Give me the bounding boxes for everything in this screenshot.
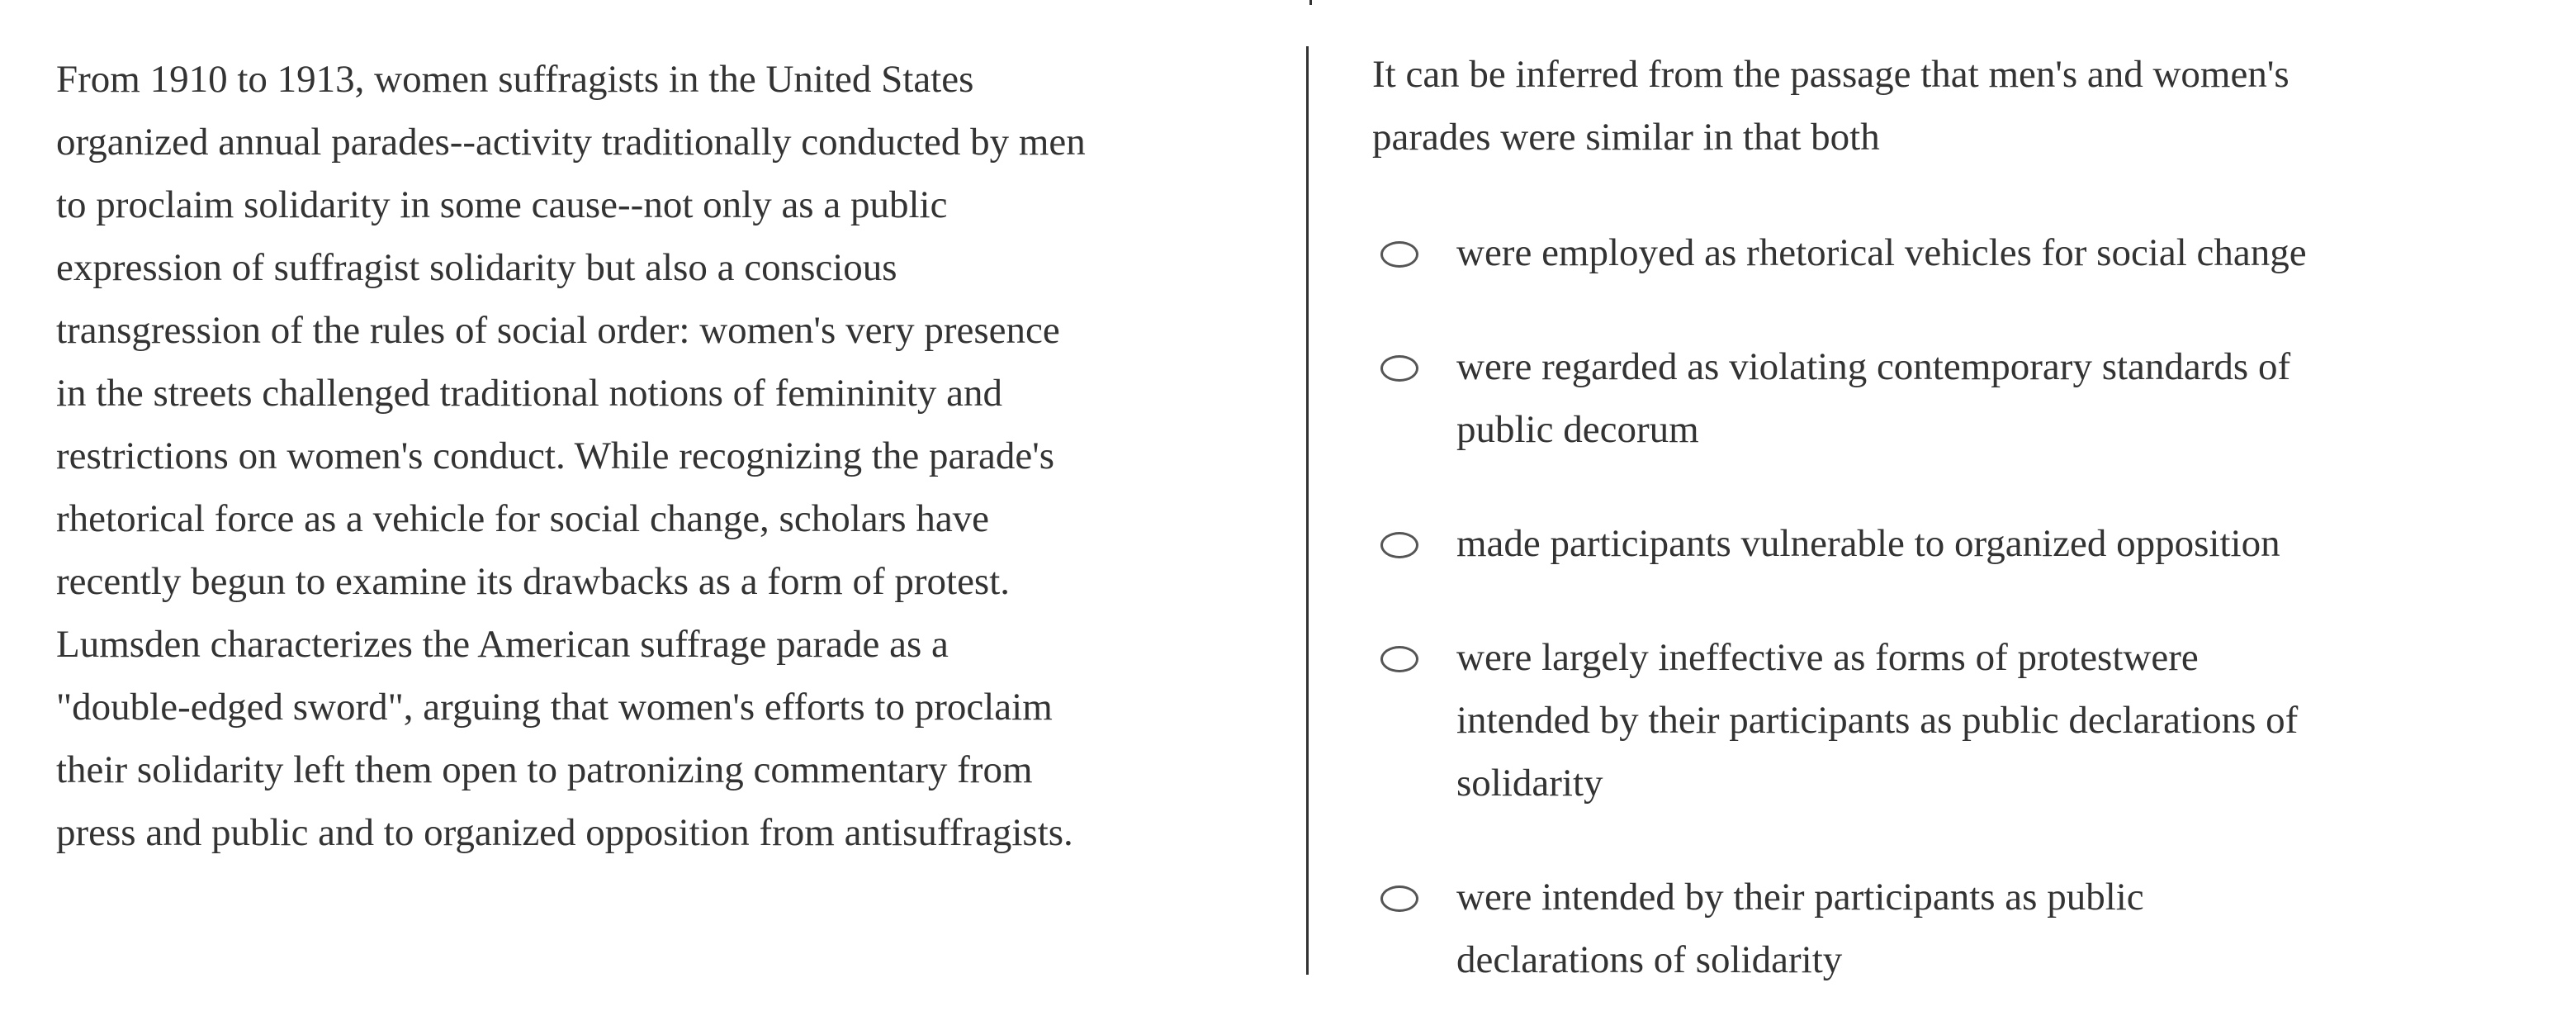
answer-option-label[interactable]: were intended by their participants as public declarations of solidarity — [1456, 876, 2144, 981]
top-divider-tick — [1309, 0, 1312, 5]
question-stem: It can be inferred from the passage that men's and women's parades were similar in that both — [1372, 53, 2290, 159]
answer-option-d[interactable] — [1372, 626, 2298, 814]
answer-option-b[interactable] — [1372, 335, 2290, 461]
answer-option-a[interactable] — [1372, 221, 2307, 284]
radio-button-icon[interactable] — [1380, 355, 1418, 382]
answer-option-e[interactable] — [1372, 866, 2144, 991]
passage-pane — [56, 48, 1245, 864]
radio-button-icon[interactable] — [1380, 241, 1418, 268]
answer-option-label[interactable]: were employed as rhetorical vehicles for social change — [1456, 231, 2307, 274]
question-pane — [1372, 43, 2545, 981]
passage-text: From 1910 to 1913, women suffragists in the United States organized annual parades--activity traditionally conducted by men to proclaim solidarity in some cause--not only as a public expression of suffragist solidarity but also a conscious transgression of the rules of social order: women's very presence in the streets challenged traditional notions of femininity and restrictions on women's conduct. While recognizing the parade's rhetorical force as a vehicle for social change, scholars have recently begun to examine its drawbacks as a form of protest. Lumsden characterizes the American suffrage parade as a "double-edged sword", arguing that women's efforts to proclaim their solidarity left them open to patronizing commentary from press and public and to organized opposition from antisuffragists. — [56, 58, 1086, 854]
answer-option-label[interactable]: were largely ineffective as forms of protestwere intended by their participants as public declarations of solidarity — [1456, 636, 2299, 805]
answer-option-label[interactable]: made participants vulnerable to organized opposition — [1456, 522, 2280, 565]
answer-option-c[interactable] — [1372, 512, 2280, 575]
radio-button-icon[interactable] — [1380, 646, 1418, 672]
radio-button-icon[interactable] — [1380, 885, 1418, 912]
answer-option-label[interactable]: were regarded as violating contemporary standards of public decorum — [1456, 345, 2291, 451]
pane-divider — [1306, 46, 1309, 975]
radio-button-icon[interactable] — [1380, 532, 1418, 558]
